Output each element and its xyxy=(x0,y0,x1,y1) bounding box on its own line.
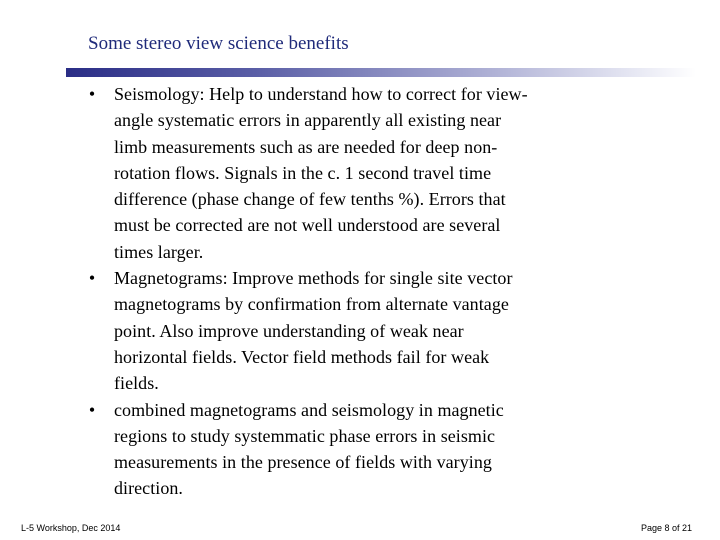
bullet-icon: • xyxy=(88,84,96,104)
bullet-line: must be corrected are not well understood are several xyxy=(114,215,501,236)
footer-event: L-5 Workshop, Dec 2014 xyxy=(21,523,121,533)
bullet-line: combined magnetograms and seismology in magnetic xyxy=(114,399,504,420)
bullet-line: measurements in the presence of fields with varying xyxy=(114,452,492,473)
bullet-line: magnetograms by confirmation from alternate vantage xyxy=(114,294,509,315)
bullet-line: limb measurements such as are needed for deep non- xyxy=(114,136,498,157)
bullet-line: times larger. xyxy=(114,241,204,262)
bullet-line: horizontal fields. Vector field methods fail for weak xyxy=(114,346,490,367)
slide-title: Some stereo view science benefits xyxy=(88,33,349,54)
bullet-line: regions to study systemmatic phase errors in seismic xyxy=(114,425,496,446)
bullet-magnetograms xyxy=(86,265,646,396)
bullet-line: difference (phase change of few tenths %). Errors that xyxy=(114,189,506,210)
bullet-line: fields. xyxy=(114,373,159,394)
bullet-icon: • xyxy=(88,399,96,420)
bullet-line: point. Also improve understanding of weak near xyxy=(114,320,464,341)
bullet-icon: • xyxy=(88,268,96,289)
bullet-list xyxy=(86,81,646,502)
bullet-seismology xyxy=(86,81,646,265)
bullet-line: direction. xyxy=(114,478,183,499)
bullet-line: rotation flows. Signals in the c. 1 second travel time xyxy=(114,162,492,183)
footer-page-number: Page 8 of 21 xyxy=(640,523,692,533)
bullet-line: Seismology: Help to understand how to correct for view- xyxy=(114,84,528,104)
title-divider xyxy=(66,68,696,77)
bullet-line: angle systematic errors in apparently all existing near xyxy=(114,110,502,131)
bullet-combined xyxy=(86,397,646,502)
bullet-line: Magnetograms: Improve methods for single site vector xyxy=(114,268,513,289)
